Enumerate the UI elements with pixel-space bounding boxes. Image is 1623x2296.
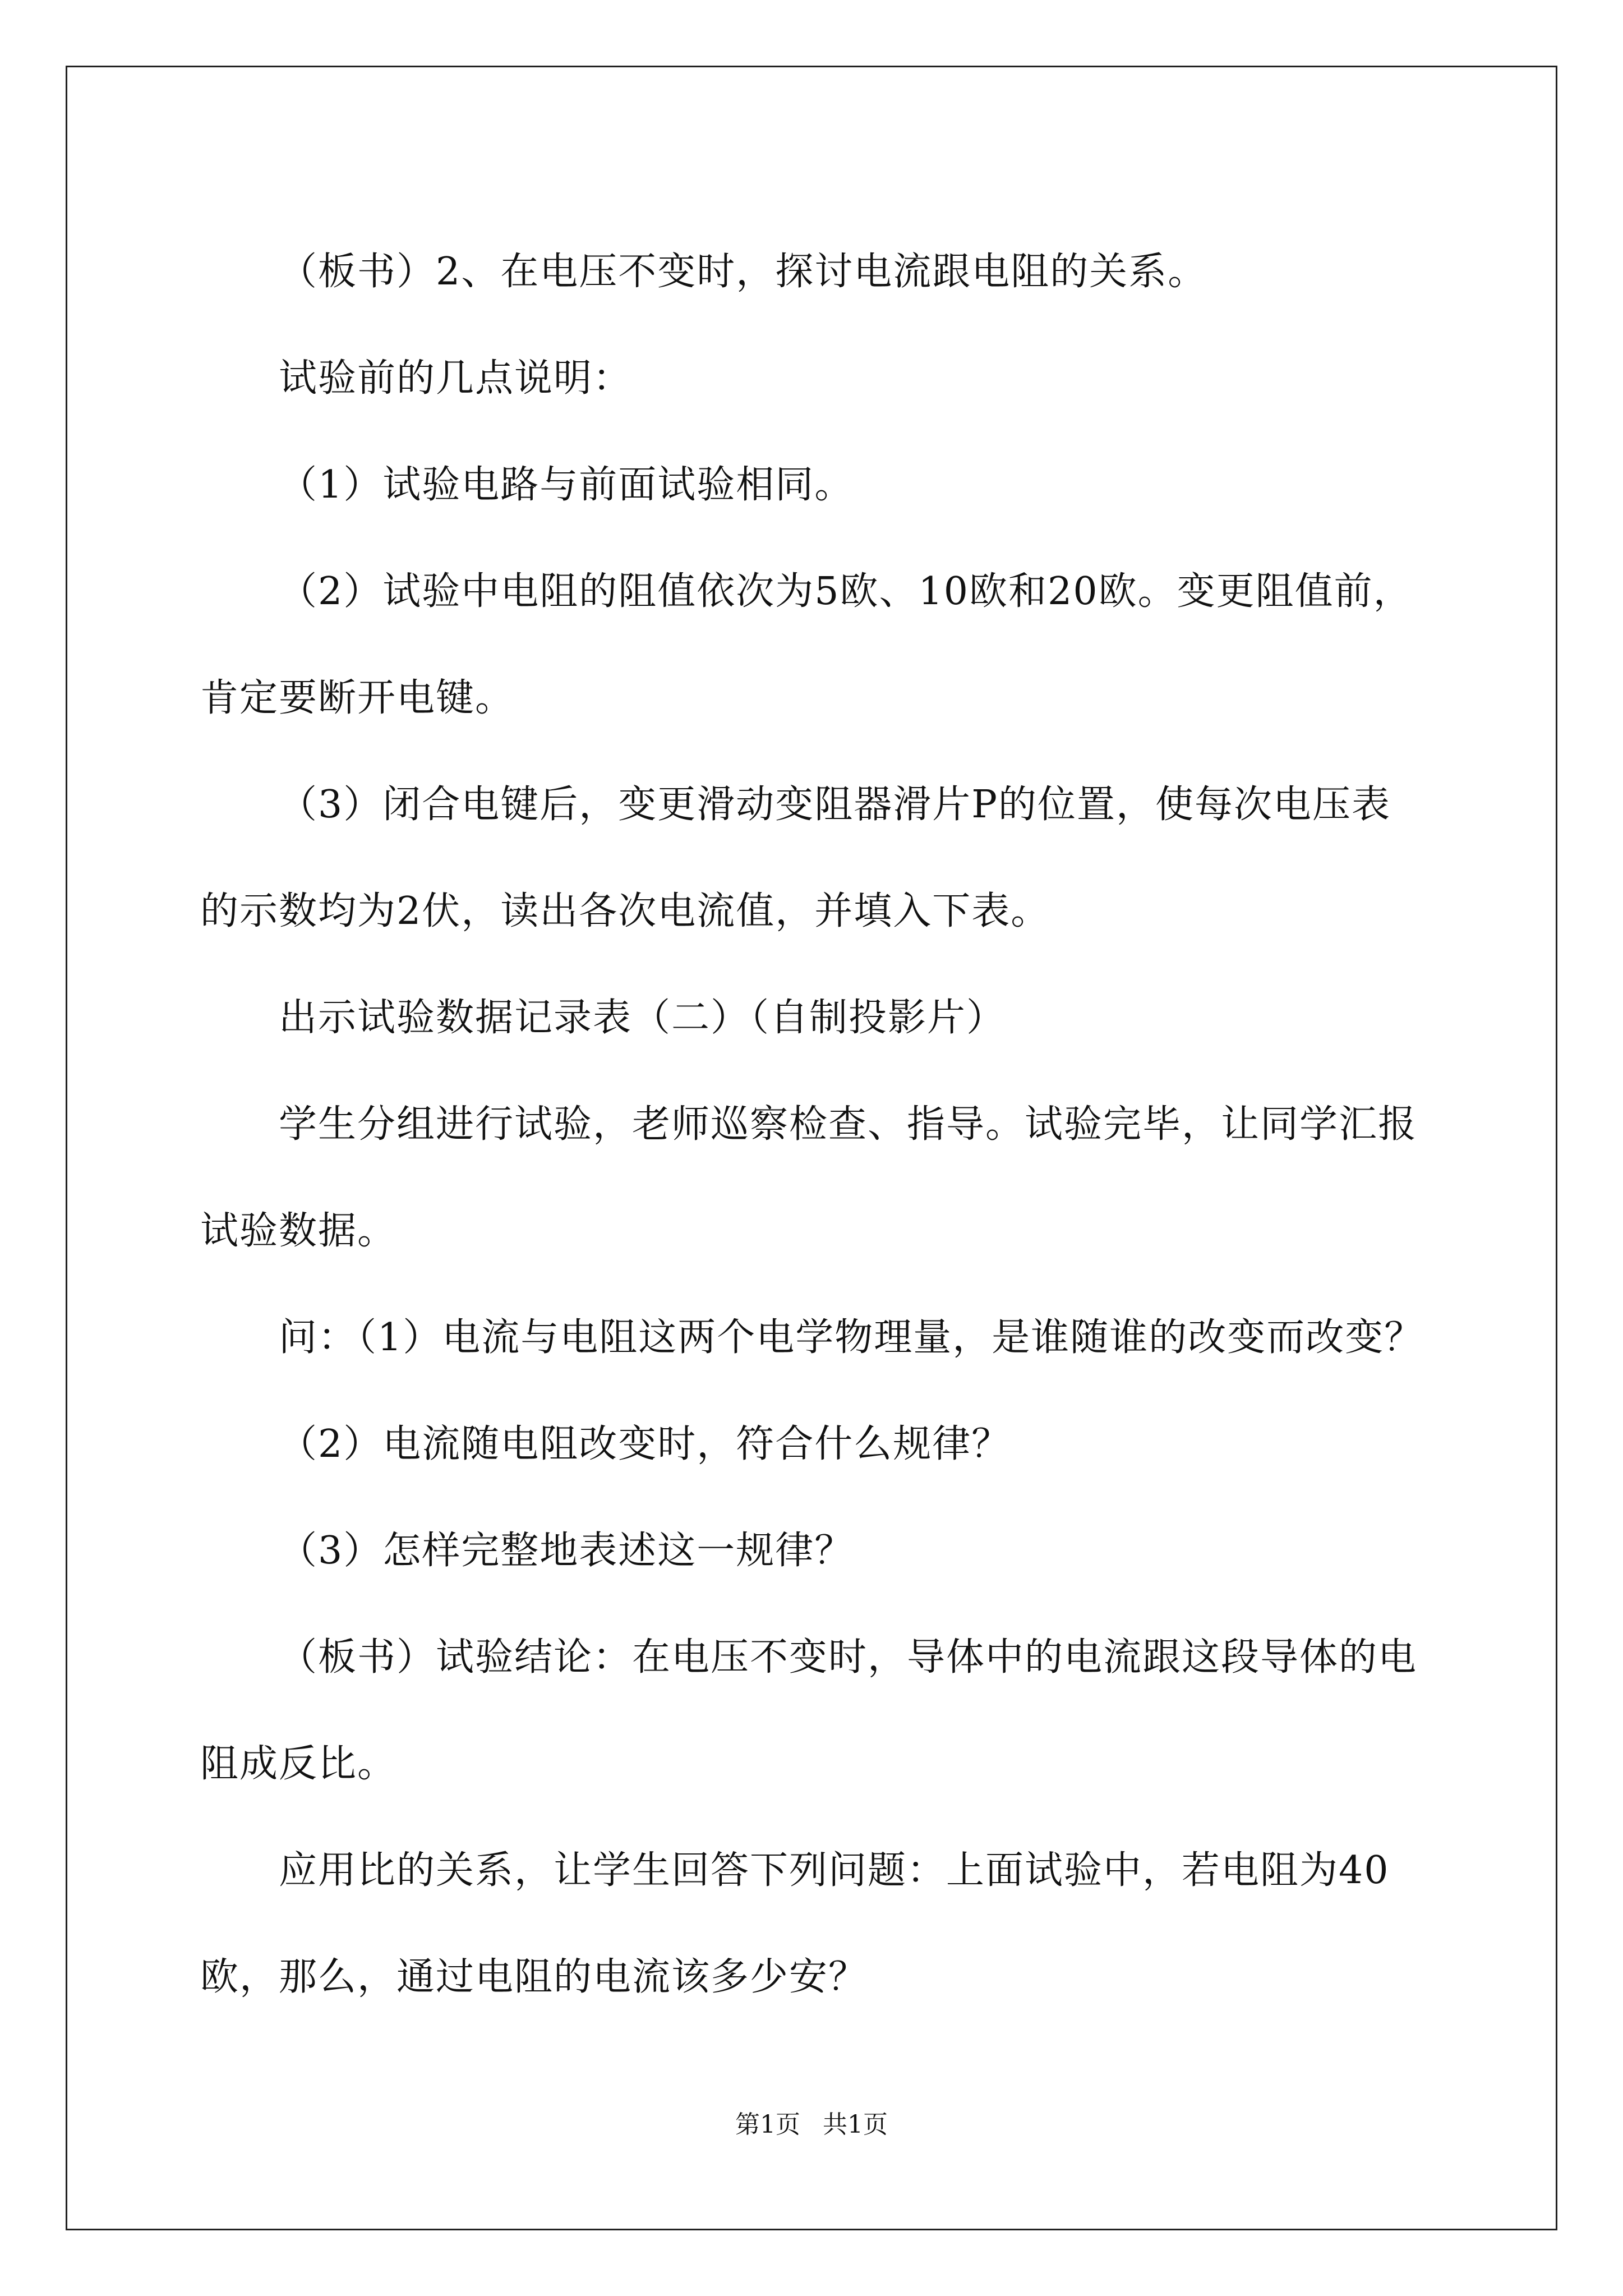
paragraph-blackboard-heading: （板书）2、在电压不变时，探讨电流跟电阻的关系。 — [279, 250, 1207, 294]
document-body — [200, 219, 1428, 2031]
paragraph-group-experiment: 学生分组进行试验，老师巡察检查、指导。试验完毕，让同学汇报试验数据。 — [200, 1102, 1418, 1253]
paragraph-note-2: （2）试验中电阻的阻值依次为5欧、10欧和20欧。变更阻值前，肯定要断开电键。 — [200, 569, 1413, 720]
paragraph-question-3: （3）怎样完整地表述这一规律？ — [279, 1529, 854, 1573]
paragraph-question-2: （2）电流随电阻改变时，符合什么规律？ — [279, 1422, 1011, 1466]
paragraph-question-1: 问：（1）电流与电阻这两个电学物理量，是谁随谁的改变而改变？ — [279, 1315, 1424, 1360]
paragraph-show-table: 出示试验数据记录表（二）（自制投影片） — [279, 996, 1006, 1040]
paragraph-conclusion: （板书）试验结论：在电压不变时，导体中的电流跟这段导体的电阻成反比。 — [200, 1635, 1418, 1786]
page-number: 第1页 — [735, 2110, 800, 2139]
paragraph-application: 应用比的关系，让学生回答下列问题：上面试验中，若电阻为40欧，那么，通过电阻的电流该多少安？ — [200, 1848, 1390, 1999]
page-total: 共1页 — [823, 2110, 888, 2139]
page-footer — [0, 2108, 1623, 2142]
paragraph-note-3: （3）闭合电键后，变更滑动变阻器滑片P的位置，使每次电压表的示数均为2伏，读出各次电流值，并填入下表。 — [200, 783, 1391, 933]
paragraph-note-1: （1）试验电路与前面试验相同。 — [279, 463, 854, 507]
paragraph-experiment-notes: 试验前的几点说明： — [279, 356, 633, 401]
